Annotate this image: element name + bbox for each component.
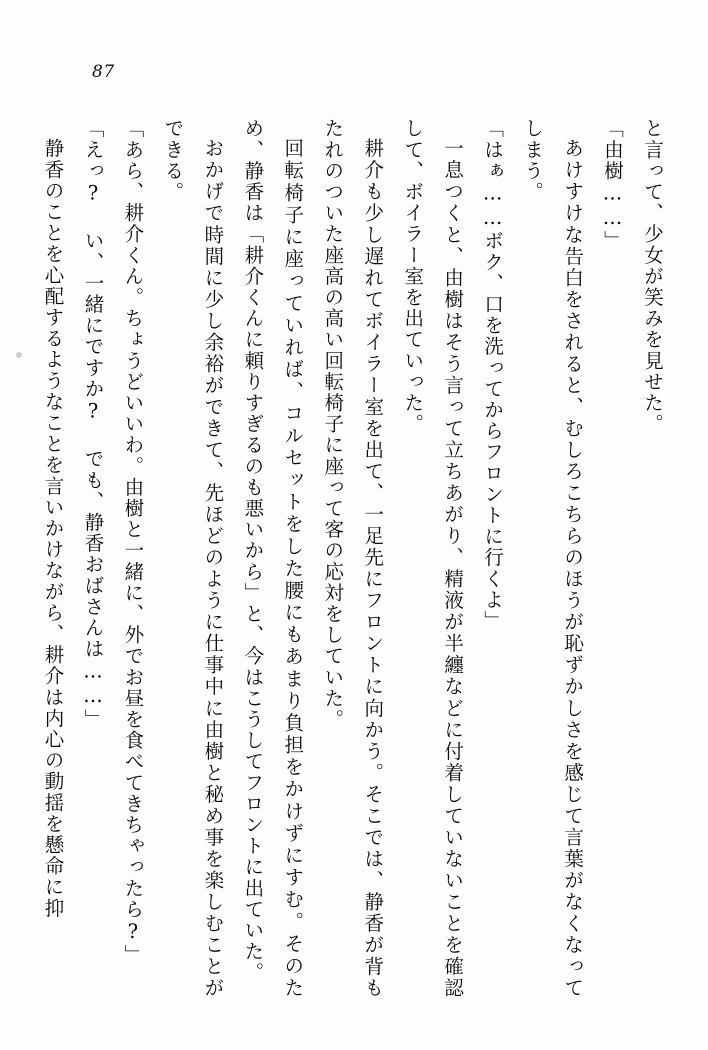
paragraph-text: 耕介も少し遅れてボイラー室を出て、一足先にフロントに向かう。そこでは、静香が背もたれのついた座高の高い回転椅子に座って客の応対をしていた。 [321,118,385,998]
vertical-text-block [41,118,672,998]
paragraph: あけすけな告白をされると、むしろこちらのほうが恥ずかしさを感じて言葉がなくなってしまう。 [521,118,585,998]
paragraph: 「えっ? い、一緒にですか? でも、静香おばさんは……」 [81,118,105,730]
paragraph: 「はぁ……ボク、口を洗ってからフロントに行くよ」 [481,118,505,632]
page-number: 87 [92,62,115,82]
paragraph: 静香のことを心配するようなことを言いかけながら、耕介は内心の動揺を懸命に抑 [41,137,65,919]
paragraph-with-ruby [312,118,392,998]
margin-speck [16,352,22,358]
paragraph: 一息つくと、由樹はそう言って立ちあがり、精液が半纏などに付着していないことを確認して、ボイラー室を出ていった。 [401,118,465,998]
paragraph: 「由樹……」 [601,118,625,252]
paragraph: おかげで時間に少し余裕ができて、先ほどのように仕事中に由樹と秘め事を楽しむことができる。 [161,118,225,998]
paragraph: と言って、少女が笑みを見せた。 [641,118,664,435]
paragraph: 回転椅子に座っていれば、コルセットをした腰にもあまり負担をかけずにすむ。そのため、静香は「耕介くんに頼りすぎるのも悪いから」と、今はこうしてフロントに出ていた。 [241,118,305,998]
paragraph: 「あら、耕介くん。ちょうどいいわ。由樹と一緒に、外でお昼を食べてきちゃったら?」 [121,118,145,966]
